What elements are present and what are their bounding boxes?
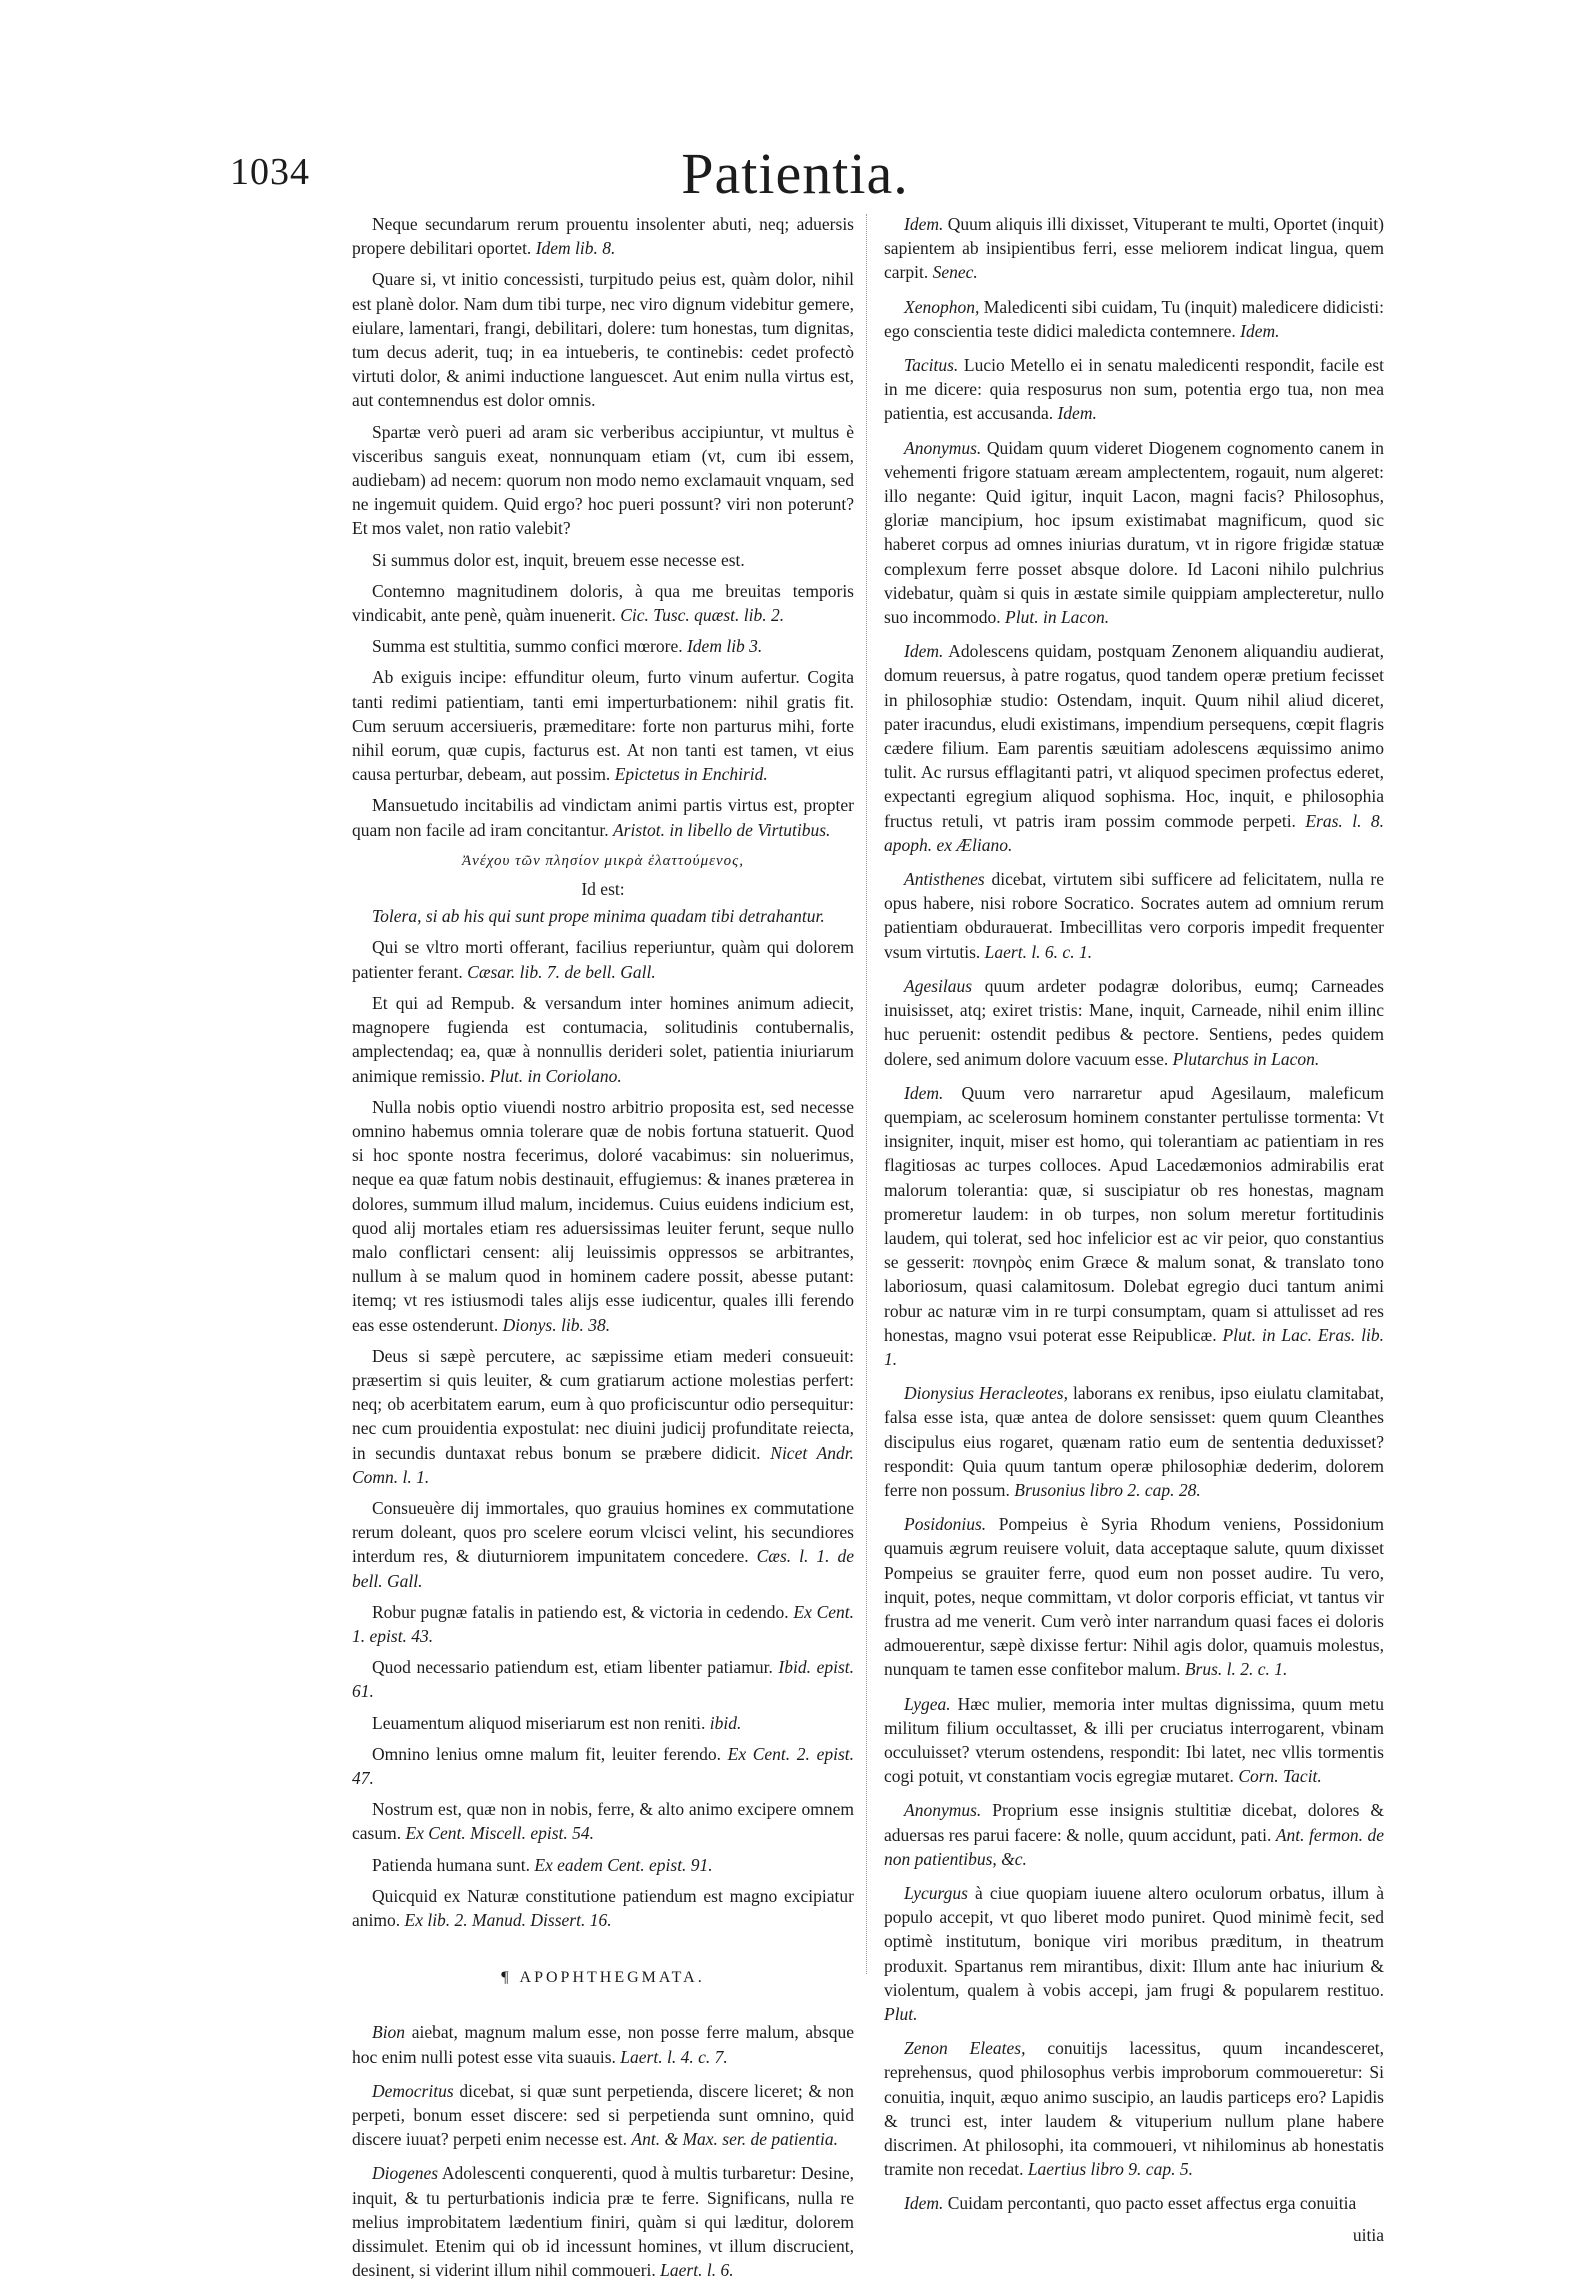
paragraph: Contemno magnitudinem doloris, à qua me breuitas temporis vindicabit, ante penè, quàm inuenerit. Cic. Tusc. quæst. lib. 2. [352, 580, 854, 626]
section-heading [352, 1966, 854, 1990]
apophthegm: Democritus dicebat, si quæ sunt perpetienda, discere liceret; & non perpeti, bonum esset discere: sed si perpetienda sunt omnino, quid discere iuuat? perpeti enim necesse est. Ant. & Max. ser. de patientia. [352, 2080, 855, 2150]
paragraph: Spartæ verò pueri ad aram sic verberibus accipiuntur, vt multus è visceribus sanguis exeat, nonnunquam etiam (vt, cum ibi essem, audiebam) ad necem: quorum non modo nemo exclamauit vnquam, sed ne ingemuit quidem. Quid ergo? hoc pueri possunt? viri non poterunt? Et mos valet, non ratio valebit? [352, 421, 854, 539]
apophthegm: Dionysius Heracleotes, laborans ex renibus, ipso eiulatu clamitabat, falsa esse ista, quæ antea de dolore sensisset: quem quum Cleanthes discipulus eius rogaret, quænam ratio eum de sententia deduxisset? respondit: Quia quum tantum operæ philosophiæ dederim, dolorem ferre non possum. Brusonius libro 2. cap. 28. [884, 1383, 1384, 1500]
paragraph: Ab exiguis incipe: effunditur oleum, furto vinum aufertur. Cogita tanti redimi patientiam, tanti emi imperturbationem: nihil gratis fit. Cum seruum accersiueris, præmeditare: forte non parturus mihi, forte nihil eorum, quæ cupis, facturus est. At non tanti est tamen, vt eius causa perturbar, debeam, aut possim. Epictetus in Enchirid. [352, 667, 854, 785]
apophthegm: Antisthenes dicebat, virtutem sibi sufficere ad felicitatem, nulla re opus habere, nisi robore Socratico. Socrates autem ad omnium rerum patientiam obdurauerat. Imbecillitas vero corporis impedit frequenter vsum virtutis. Laert. l. 6. c. 1. [884, 869, 1385, 962]
apophthegm: Zenon Eleates, conuitijs lacessitus, quum incandesceret, reprehensus, quod philosophus verbis improborum commoueretur: Si conuitia, inquit, æquo animo suscipio, an laudis particeps ero? Lapidis & trunci est, inter laudem & vituperium nullum plane habere discrimen. At philosophi, ita commoueri, vt nihilominus ab honestatis tramite non recedat. Laertius libro 9. cap. 5. [884, 2038, 1384, 2180]
paragraph: Qui se vltro morti offerant, facilius reperiuntur, quàm qui dolorem patienter ferant. Cæsar. lib. 7. de bell. Gall. [352, 937, 854, 982]
paragraph: Deus si sæpè percutere, ac sæpissime etiam mederi consueuit: præsertim si quis leuiter, & cum gratiarum actione molestias perfert: neq; ob acerbitatem earum, eum à quo proficiscuntur odio persequitur: nec cum prouidentia expostulat: nec diuini judicij profunditate reiecta, in secundis duntaxat rebus bonum se præbere didicit. Nicet Andr. Comn. l. 1. [352, 1345, 855, 1487]
id-est-label: Id est: [581, 879, 625, 900]
column-divider [866, 214, 867, 1974]
catchword: uitia [1352, 2224, 1384, 2245]
paragraph: Mansuetudo incitabilis ad vindictam animi partis virtus est, propter quam non facile ad iram concitantur. Aristot. in libello de Virtutibus. [352, 795, 854, 840]
paragraph: Quare si, vt initio concessisti, turpitudo peius est, quàm dolor, nihil est planè dolor. Nam dum tibi turpe, nec viro dignum videbitur gemere, eiulare, lamentari, frangi, debilitari, dolere: tum honestas, tum dignitas, tum decus aderit, tuq; in ea intueberis, te continebis: cedet profectò virtuti dolor, & animi inductione languescet. Aut enim nulla virtus est, aut contemnendus est dolor omnis. [352, 269, 854, 411]
apophthegm: Idem. Adolescens quidam, postquam Zenonem aliquandiu audierat, domum reuersus, à patre rogatus, quod tandem operæ pretium fecisset in philosophiæ studio: Ostendam, inquit. Quum nihil aliud diceret, pater iracundus, eludi existimans, impendium persequens, cœpit flagris cædere filium. Eam parentis sæuitiam adolescens æquissimo animo tulit. Ac rursus efflagitanti patri, vt aliquod specimen profectus ederet, expectanti egregium aliquod sophisma. Hoc, inquit, e philosophia fructus retuli, vt patris iram possim commode perpeti. Eras. l. 8. apoph. ex Æliano. [884, 641, 1384, 855]
apophthegm: Anonymus. Quidam quum videret Diogenem cognomento canem in vehementi frigore statuam æream amplectentem, rogauit, num algeret: illo negante: Quid igitur, inquit Lacon, magni facis? Philosophus, gloriæ mancipium, hoc ipsum existimabat magnificum, quod sic haberet corpus ad omnes iniurias duratum, vt in rigore frigidæ statuæ complexum ferre posset absque dolore. Id Laconi nihilo pulchrius videbatur, quàm si quis in æstate simile quippiam amplecteretur, nullo suo incommodo. Plut. in Lacon. [884, 437, 1385, 628]
section-title: APOPHTHEGMATA. [519, 1969, 705, 1987]
paragraph: Summa est stultitia, summo confici mœrore. Idem lib 3. [372, 636, 763, 657]
paragraph: Nulla nobis optio viuendi nostro arbitrio proposita est, sed necesse omnino habemus omnia tolerare quæ de nobis fortuna statuerit. Quod si hoc sponte nostra fecerimus, doloré vacabimus: sin noluerimus, neque ea quæ fatum nobis destinauit, effugiemus: & inanes præterea in dolores, summum illud malum, incidemus. Cuius euidens indicium est, quod alij mortales etiam res aduersissimas leuiter ferunt, seque nullo malo conflictari censent: alij leuissimis oppressos se arbitrantes, nullum à se malum quod in hominem cadere possit, abesse putant: itemq; vt res istiusmodi tales alijs esse iudicentur, quales illi ferendo eas esse ostenderunt. Dionys. lib. 38. [352, 1096, 854, 1335]
greek-quote: Ἀνέχου τῶν πλησίον μικρὰ ἐλαττούμενος, [462, 852, 744, 869]
apophthegm: Xenophon, Maledicenti sibi cuidam, Tu (inquit) maledicere didicisti: ego conscientia teste didici maledicta contemnere. Idem. [884, 296, 1385, 341]
paragraph: Quicquid ex Naturæ constitutione patiendum est magno excipiatur animo. Ex lib. 2. Manud. Dissert. 16. [352, 1885, 854, 1930]
page-header [230, 140, 1360, 210]
apophthegm: Bion aiebat, magnum malum esse, non posse ferre malum, absque hoc enim nulli potest esse vita suauis. Laert. l. 4. c. 7. [352, 2022, 855, 2067]
latin-translation: Tolera, si ab his qui sunt prope minima quadam tibi detrahantur. [372, 906, 825, 927]
left-column [352, 212, 855, 2281]
paragraph: Leuamentum aliquod miseriarum est non reniti. ibid. [372, 1712, 742, 1733]
paragraph: Consueuère dij immortales, quo grauius homines ex commutatione rerum doleant, quos pro scelere eorum vlcisci velint, his secundiores interdum res, & diuturniorem impunitatem concedere. Cæs. l. 1. de bell. Gall. [352, 1497, 854, 1591]
paragraph: Neque secundarum rerum prouentu insolenter abuti, neq; aduersis propere debilitari oportet. Idem lib. 8. [352, 214, 854, 259]
paragraph: Patienda humana sunt. Ex eadem Cent. epist. 91. [372, 1854, 713, 1875]
page-title: Patientia. [681, 141, 909, 206]
right-column [884, 212, 1385, 2245]
pilcrow-mark: ¶ [501, 1969, 512, 1987]
apophthegm: Idem. Quum vero narraretur apud Agesilaum, maleficum quempiam, ac scelerosum hominem constanter pertulisse tormenta: Vt insigniter, inquit, miser est homo, qui tolerantiam ac patientiam in res flagitiosas ac turpes colloces. Apud Lacedæmonios admirabilis erat malorum tolerantia: quæ, si suscipiatur ob res honestas, magnam promeretur laudem: in ob turpes, non solum meretur fortitudinis laudem, qui tolerat, sed hoc infelicior est ac vir peior, quo constantius se gesserit: πονηρὸς enim Græce & malum sonat, & translato tono laboriosum, quasi calamitosum. Dolebat egregio duci tantum animi robur ac naturæ vim in re turpi consumptam, quam si attulisset ad res honestas, magno vsui poterat esse Reipublicæ. Plut. in Lac. Eras. lib. 1. [884, 1082, 1385, 1369]
apophthegm: Diogenes Adolescenti conquerenti, quod à multis turbaretur: Desine, inquit, & tu perturbationis indicia præ te ferre. Significans, nulla re melius improbitatem lædentium finiri, quàm si qui læditur, dolorem dissimulet. Etenim qui ob id incessunt homines, vt illum discrucient, desinent, si viderint illum nihil commoueri. Laert. l. 6. [352, 2163, 854, 2281]
apophthegm: Idem. Quum aliquis illi dixisset, Vituperant te multi, Oportet (inquit) sapientem ab insipientibus ferri, esse meliorem indicat lingua, quem carpit. Senec. [884, 214, 1384, 283]
paragraph: Et qui ad Rempub. & versandum inter homines animum adiecit, magnopere fugienda est contumacia, solitudinis contubernalis, amplectendaq; ea, quæ à nonnullis derideri solet, patientia iniuriarum animique remissio. Plut. in Coriolano. [352, 992, 854, 1086]
apophthegm: Agesilaus quum ardeter podagræ doloribus, eumq; Carneades inuisisset, atq; exiret tristis: Mane, inquit, Carneade, nihil enim illinc huc peruenit: ostendit pedibus & pectore. Sentiens, pedes quidem dolere, sed animum dolore vacuum esse. Plutarchus in Lacon. [884, 975, 1384, 1069]
apophthegm: Lycurgus à ciue quopiam iuuene altero oculorum orbatus, illum à populo accepit, vt quo liberet modo puniret. Quod minimè fecit, sed optimè institutum, bonique viri moribus præditum, in theatrum produxit. Spartanus rem mirantibus, dixit: Illum ante hac iniurium & violentum, qualem à vobis accepi, jam frugi & popularem restituo. Plut. [884, 1883, 1384, 2025]
paragraph: Nostrum est, quæ non in nobis, ferre, & alto animo excipere omnem casum. Ex Cent. Miscell. epist. 54. [352, 1799, 854, 1844]
apophthegm: Tacitus. Lucio Metello ei in senatu maledicenti respondit, facile est in me dicere: quia resposurus non sum, potentia ergo tua, non mea patientia, est accusanda. Idem. [884, 355, 1384, 424]
apophthegm: Posidonius. Pompeius è Syria Rhodum veniens, Possidonium quamuis ægrum reuisere voluit, data acceptaque salute, quum dixisset Pompeius se grauiter ferre, quod eum non posset audire. Tu vero, inquit, potes, neque committam, vt dolor corporis efficiat, vt tantus vir frustra ad me venerit. Cum verò inter narrandum quasi faces ei doloris admouerentur, sæpè dixisse fertur: Nihil agis dolor, quamuis molestus, nunquam te tamen esse confitebor malum. Brus. l. 2. c. 1. [884, 1514, 1384, 1680]
page-number: 1034 [230, 151, 310, 193]
paragraph: Omnino lenius omne malum fit, leuiter ferendo. Ex Cent. 2. epist. 47. [352, 1743, 855, 1788]
apophthegm: Anonymus. Proprium esse insignis stultitiæ dicebat, dolores & aduersas res parui facere: & nolle, quum accidunt, pati. Ant. fermon. de non patientibus, &c. [884, 1800, 1385, 1869]
paragraph: Si summus dolor est, inquit, breuem esse necesse est. [372, 549, 745, 570]
apophthegm: Lygea. Hæc mulier, memoria inter multas dignissima, quum metu militum filium occultasset, & illi per cruciatus interrogarent, vbinam occuluisset? vterum ostendens, respondit: Ibi latet, nec vllis tormentis cogi potuit, vt constantiam vocis egregiæ mutaret. Corn. Tacit. [884, 1693, 1384, 1787]
apophthegm: Idem. Cuidam percontanti, quo pacto esset affectus erga conuitia [904, 2193, 1357, 2214]
paragraph: Robur pugnæ fatalis in patiendo est, & victoria in cedendo. Ex Cent. 1. epist. 43. [352, 1601, 855, 1646]
paragraph: Quod necessario patiendum est, etiam libenter patiamur. Ibid. epist. 61. [352, 1657, 854, 1702]
